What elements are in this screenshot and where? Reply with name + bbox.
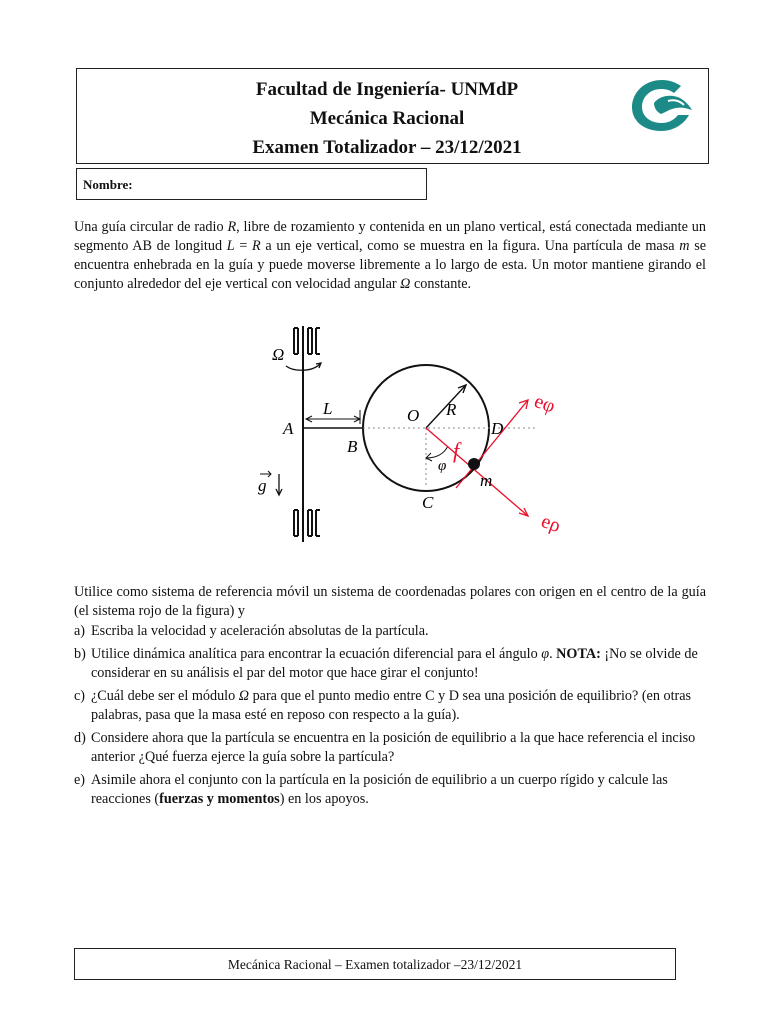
question-a: a) Escriba la velocidad y aceleración absolutas de la partícula.: [74, 623, 429, 639]
D-label: D: [491, 419, 504, 438]
O-label: O: [407, 406, 420, 425]
C-label: C: [422, 493, 434, 512]
question-c: c) ¿Cuál debe ser el módulo Ω para que el punto medio entre C y D sea una posición de equilibrio? (en otras palabras, pasa que la masa esté en reposo con respecto a la guía).: [74, 688, 692, 723]
question-d: d) Considere ahora que la partícula se encuentra en la posición de equilibrio a la que hace referencia el inciso anterior ¿Qué fuerza ejerce la guía sobre la partícula?: [74, 730, 696, 765]
omega-label: Ω: [272, 345, 285, 364]
mechanism-figure: [250, 318, 580, 550]
red-f-mark: f: [453, 438, 460, 463]
bottom-bearing: [294, 510, 320, 536]
unmdp-wave-logo-icon: [628, 77, 694, 133]
name-label: Nombre:: [83, 177, 133, 192]
faculty-title: Facultad de Ingeniería- UNMdP: [255, 79, 519, 100]
top-bearing: [294, 328, 320, 354]
L-label: L: [323, 399, 333, 418]
course-title: Mecánica Racional: [309, 108, 465, 129]
R-label: R: [446, 400, 457, 419]
B-label: B: [347, 437, 358, 456]
name-field[interactable]: [76, 168, 427, 200]
footer: Mecánica Racional – Examen totalizador –23/12/2021: [74, 948, 676, 980]
question-b: b) Utilice dinámica analítica para encontrar la ecuación diferencial para el ángulo φ. NOTA: ¡No se olvide de considerar en su análisis el par del motor que hace girar el conjunto!: [74, 646, 698, 681]
e-rho-label: eρ: [538, 510, 564, 538]
header-box: [76, 68, 709, 164]
e-phi-label: eφ: [531, 390, 559, 418]
exam-title: Examen Totalizador – 23/12/2021: [252, 137, 522, 158]
question-e: e) Asimile ahora el conjunto con la partícula en la posición de equilibrio a un cuerpo rígido y calcule las reacciones (fuerzas y momentos) en los apoyos.: [74, 772, 668, 807]
A-label: A: [283, 419, 294, 438]
instructions-paragraph: Utilice como sistema de referencia móvil un sistema de coordenadas polares con origen en el centro de la guía (el sistema rojo de la figura) y: [74, 584, 706, 619]
question-list: [74, 622, 708, 813]
phi-label: φ: [438, 458, 447, 474]
particle-m: [468, 458, 480, 470]
g-label: g: [258, 476, 267, 495]
problem-statement: Una guía circular de radio R, libre de rozamiento y contenida en un plano vertical, está conectada mediante un segmento AB de longitud L = R a un eje vertical, como se muestra en la figura. Una partícula de masa m se encuentra enhebrada en la guía y puede moverse libremente a lo largo de esta. Un motor mantiene girando el conjunto alrededor del eje vertical con velocidad angular Ω constante.: [74, 219, 707, 292]
m-label: m: [480, 471, 493, 490]
